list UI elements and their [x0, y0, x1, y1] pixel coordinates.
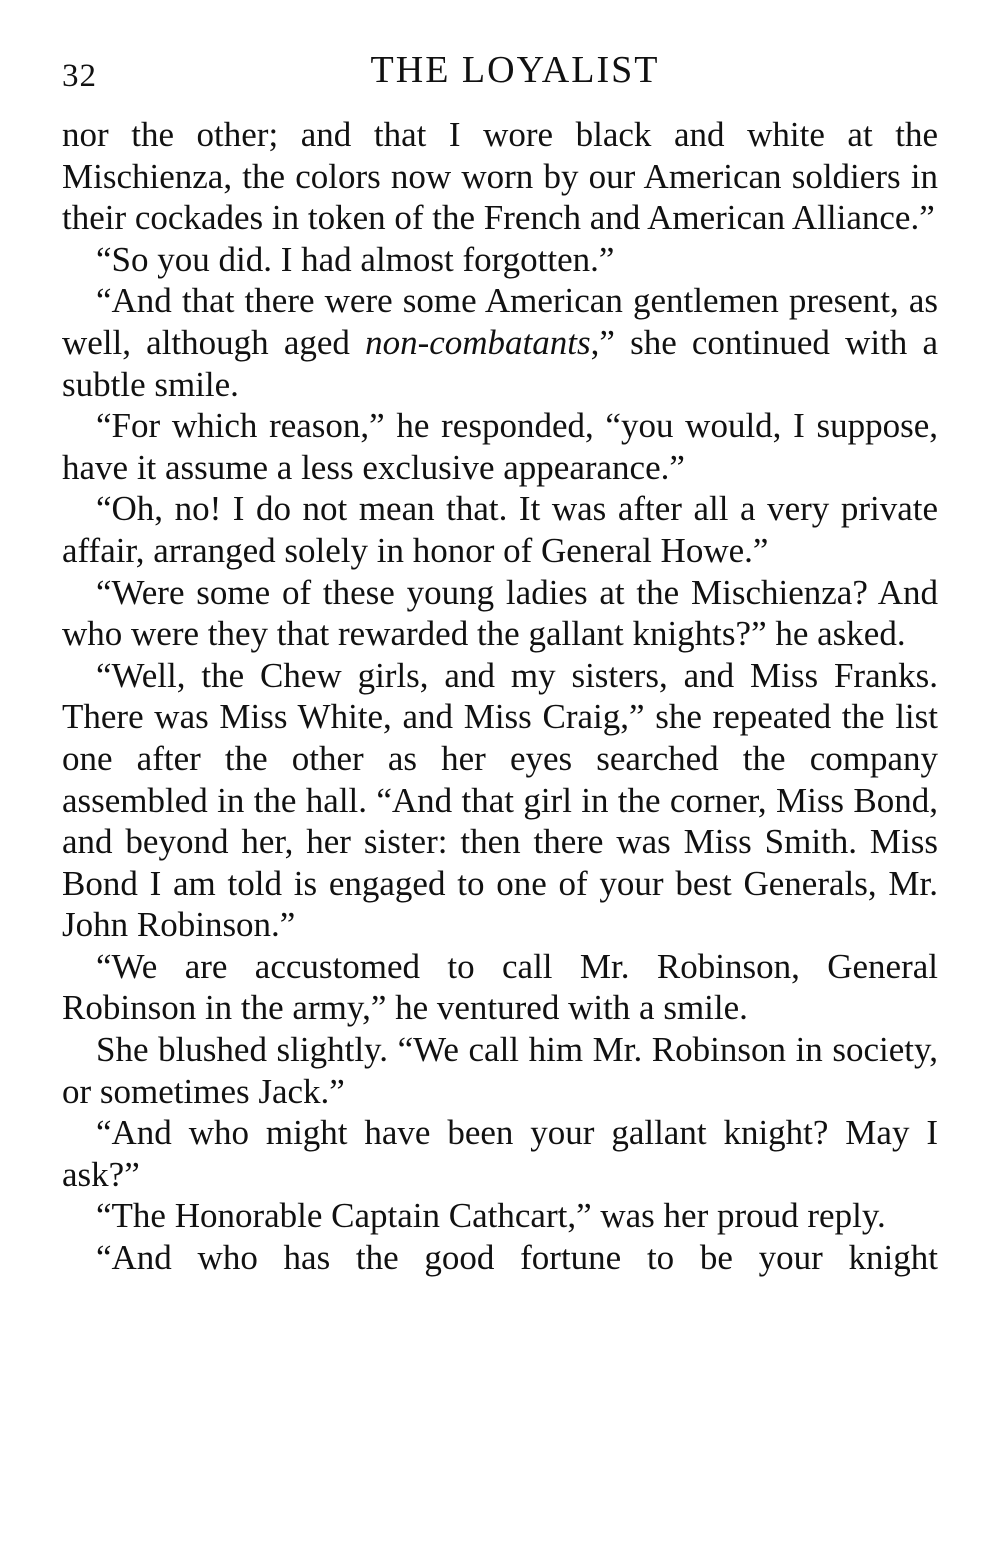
running-title: THE LOYALIST	[370, 49, 660, 91]
text-run: “So you did. I had almost forgotten.”	[96, 239, 615, 279]
page-number: 32	[62, 58, 97, 94]
paragraph	[62, 239, 938, 281]
text-run: “And who might have been your gallant knight? May I ask?”	[62, 1113, 938, 1194]
text-run: “And who has the good fortune to be your knight	[96, 1238, 938, 1278]
paragraph	[62, 572, 938, 655]
paragraph	[62, 1237, 938, 1279]
text-run: “The Honorable Captain Cathcart,” was her proud reply.	[96, 1196, 886, 1236]
paragraph	[62, 488, 938, 571]
paragraph	[62, 1029, 938, 1112]
paragraph	[62, 114, 938, 239]
text-run: “Well, the Chew girls, and my sisters, and Miss Franks. There was Miss White, and Miss Craig,” she repeated the list one after the other as her eyes searched the company assembled in the hall. “And that girl in the corner, Miss Bond, and beyond her, her sister: then there was Miss Smith. Miss Bond I am told is engaged to one of your best Generals, Mr. John Robinson.”	[62, 655, 938, 945]
text-run: She blushed slightly. “We call him Mr. Robinson in society, or sometimes Jack.”	[62, 1030, 938, 1111]
text-run: “And that there were some American gentlemen present, as well, although aged	[62, 281, 938, 362]
paragraph	[62, 1195, 938, 1237]
text-run: nor the other; and that I wore black and white at the Mischienza, the colors now worn by our American soldiers in their cockades in token of the French and American Alliance.”	[62, 115, 938, 238]
text-run: “We are accustomed to call Mr. Robinson, General Robinson in the army,” he ventured with a smile.	[62, 946, 938, 1028]
text-run: ,” she continued with a subtle smile.	[62, 322, 939, 404]
book-page	[62, 44, 938, 1279]
paragraph	[62, 405, 938, 488]
page-header	[62, 44, 938, 104]
text-run: “For which reason,” he responded, “you would, I suppose, have it assume a less exclusive appearance.”	[62, 406, 938, 487]
paragraph	[62, 280, 938, 405]
paragraph	[62, 1112, 938, 1195]
body-text	[62, 114, 938, 1279]
text-run: “Oh, no! I do not mean that. It was after all a very private affair, arranged solely in honor of General Howe.”	[62, 489, 938, 570]
paragraph	[62, 655, 938, 946]
paragraph	[62, 946, 938, 1029]
text-run: “Were some of these young ladies at the Mischienza? And who were they that rewarded the gallant knights?” he asked.	[62, 572, 938, 654]
italic-text-run: non-combatants	[365, 322, 591, 362]
